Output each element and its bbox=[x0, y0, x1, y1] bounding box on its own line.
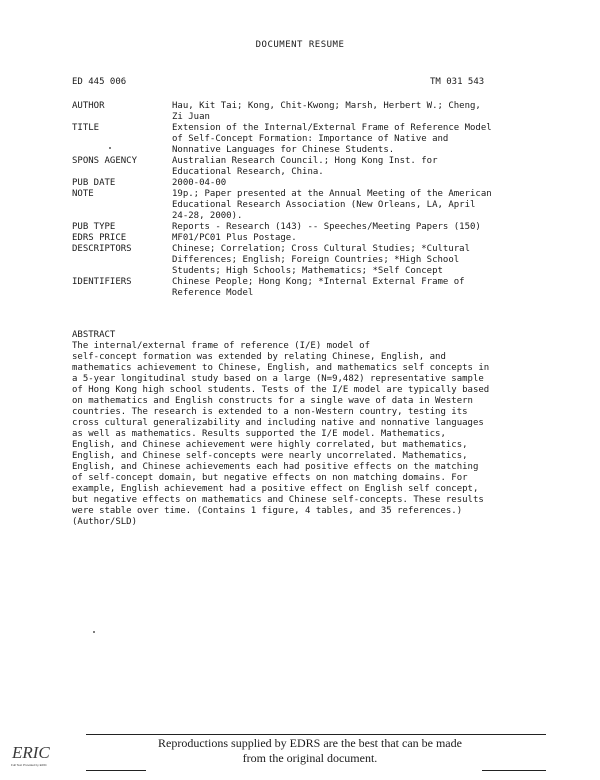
field-pub-type bbox=[72, 222, 542, 233]
document-title: DOCUMENT RESUME bbox=[255, 40, 345, 50]
field-label: IDENTIFIERS bbox=[72, 277, 132, 287]
metadata-fields bbox=[72, 101, 542, 299]
tm-number: TM 031 543 bbox=[430, 77, 485, 87]
field-value: Extension of the Internal/External Frame of Reference Model of Self-Concept Formation: Importance of Native and Nonnative Languages for Chinese Students. bbox=[172, 123, 492, 155]
field-value: Hau, Kit Tai; Kong, Chit-Kwong; Marsh, Herbert W.; Cheng, Zi Juan bbox=[172, 101, 481, 122]
ed-number: ED 445 006 bbox=[72, 77, 127, 87]
field-value: Australian Research Council.; Hong Kong Inst. for Educational Research, China. bbox=[172, 156, 438, 177]
field-value: 19p.; Paper presented at the Annual Meeting of the American Educational Research Association (New Orleans, LA, April 24-28, 2000). bbox=[172, 189, 492, 221]
footer-rule bbox=[86, 734, 546, 735]
abstract-heading: ABSTRACT bbox=[72, 330, 116, 340]
field-label: SPONS AGENCY bbox=[72, 156, 138, 166]
field-identifiers bbox=[72, 277, 542, 299]
field-label: EDRS PRICE bbox=[72, 233, 127, 243]
field-value: Chinese; Correlation; Cross Cultural Studies; *Cultural Differences; English; Foreign Countries; *High School Students; High Schools; Mathematics; *Self Concept bbox=[172, 244, 471, 276]
eric-logo bbox=[10, 740, 50, 768]
field-pub-date bbox=[72, 178, 542, 189]
scan-speck bbox=[109, 147, 111, 149]
footer-note bbox=[110, 736, 510, 766]
footer-line-2: from the original document. bbox=[242, 751, 378, 765]
field-title bbox=[72, 123, 542, 156]
field-descriptors bbox=[72, 244, 542, 277]
scan-speck bbox=[93, 631, 95, 633]
field-author bbox=[72, 101, 542, 123]
field-label: DESCRIPTORS bbox=[72, 244, 132, 254]
field-value: 2000-04-00 bbox=[172, 178, 227, 188]
field-label: TITLE bbox=[72, 123, 100, 133]
field-label: PUB TYPE bbox=[72, 222, 116, 232]
footer-rule-right bbox=[482, 770, 546, 771]
abstract-text: The internal/external frame of reference (I/E) model of self-concept formation was extended by relating Chinese, English, and mathematics achievement to Chinese, English, and mathematics self concepts in a 5-year longitudinal study based on a large (N=9,482) representative sample of Hong Kong high school students. Tests of the I/E model are typically based on mathematics and English constructs for a single wave of data in Western countries. The research is extended to a non-Western country, testing its cross cultural generalizability and including native and nonnative languages as well as mathematics. Results supported the I/E model. Mathematics, English, and Chinese achievement were highly correlated, but mathematics, English, and Chinese self-concepts were nearly uncorrelated. Mathematics, English, and Chinese achievements each had positive effects on the matching of self-concept domain, but negative effects on non matching domains. For example, English achievement had a positive effect on English self concept, but negative effects on mathematics and Chinese self-concepts. These results were stable over time. (Contains 1 figure, 4 tables, and 35 references.) (Author/SLD) bbox=[72, 341, 490, 527]
field-label: AUTHOR bbox=[72, 101, 105, 111]
field-spons-agency bbox=[72, 156, 542, 178]
field-label: PUB DATE bbox=[72, 178, 116, 188]
field-label: NOTE bbox=[72, 189, 94, 199]
eric-logo-text: ERIC bbox=[12, 743, 50, 762]
field-value: Chinese People; Hong Kong; *Internal External Frame of Reference Model bbox=[172, 277, 465, 298]
field-note bbox=[72, 189, 542, 222]
eric-logo-subtext: Full Text Provided by ERIC bbox=[11, 763, 47, 767]
field-value: Reports - Research (143) -- Speeches/Meeting Papers (150) bbox=[172, 222, 481, 232]
field-value: MF01/PC01 Plus Postage. bbox=[172, 233, 297, 243]
footer-line-1: Reproductions supplied by EDRS are the best that can be made bbox=[158, 736, 462, 750]
field-edrs-price bbox=[72, 233, 542, 244]
footer-rule-left bbox=[86, 770, 146, 771]
